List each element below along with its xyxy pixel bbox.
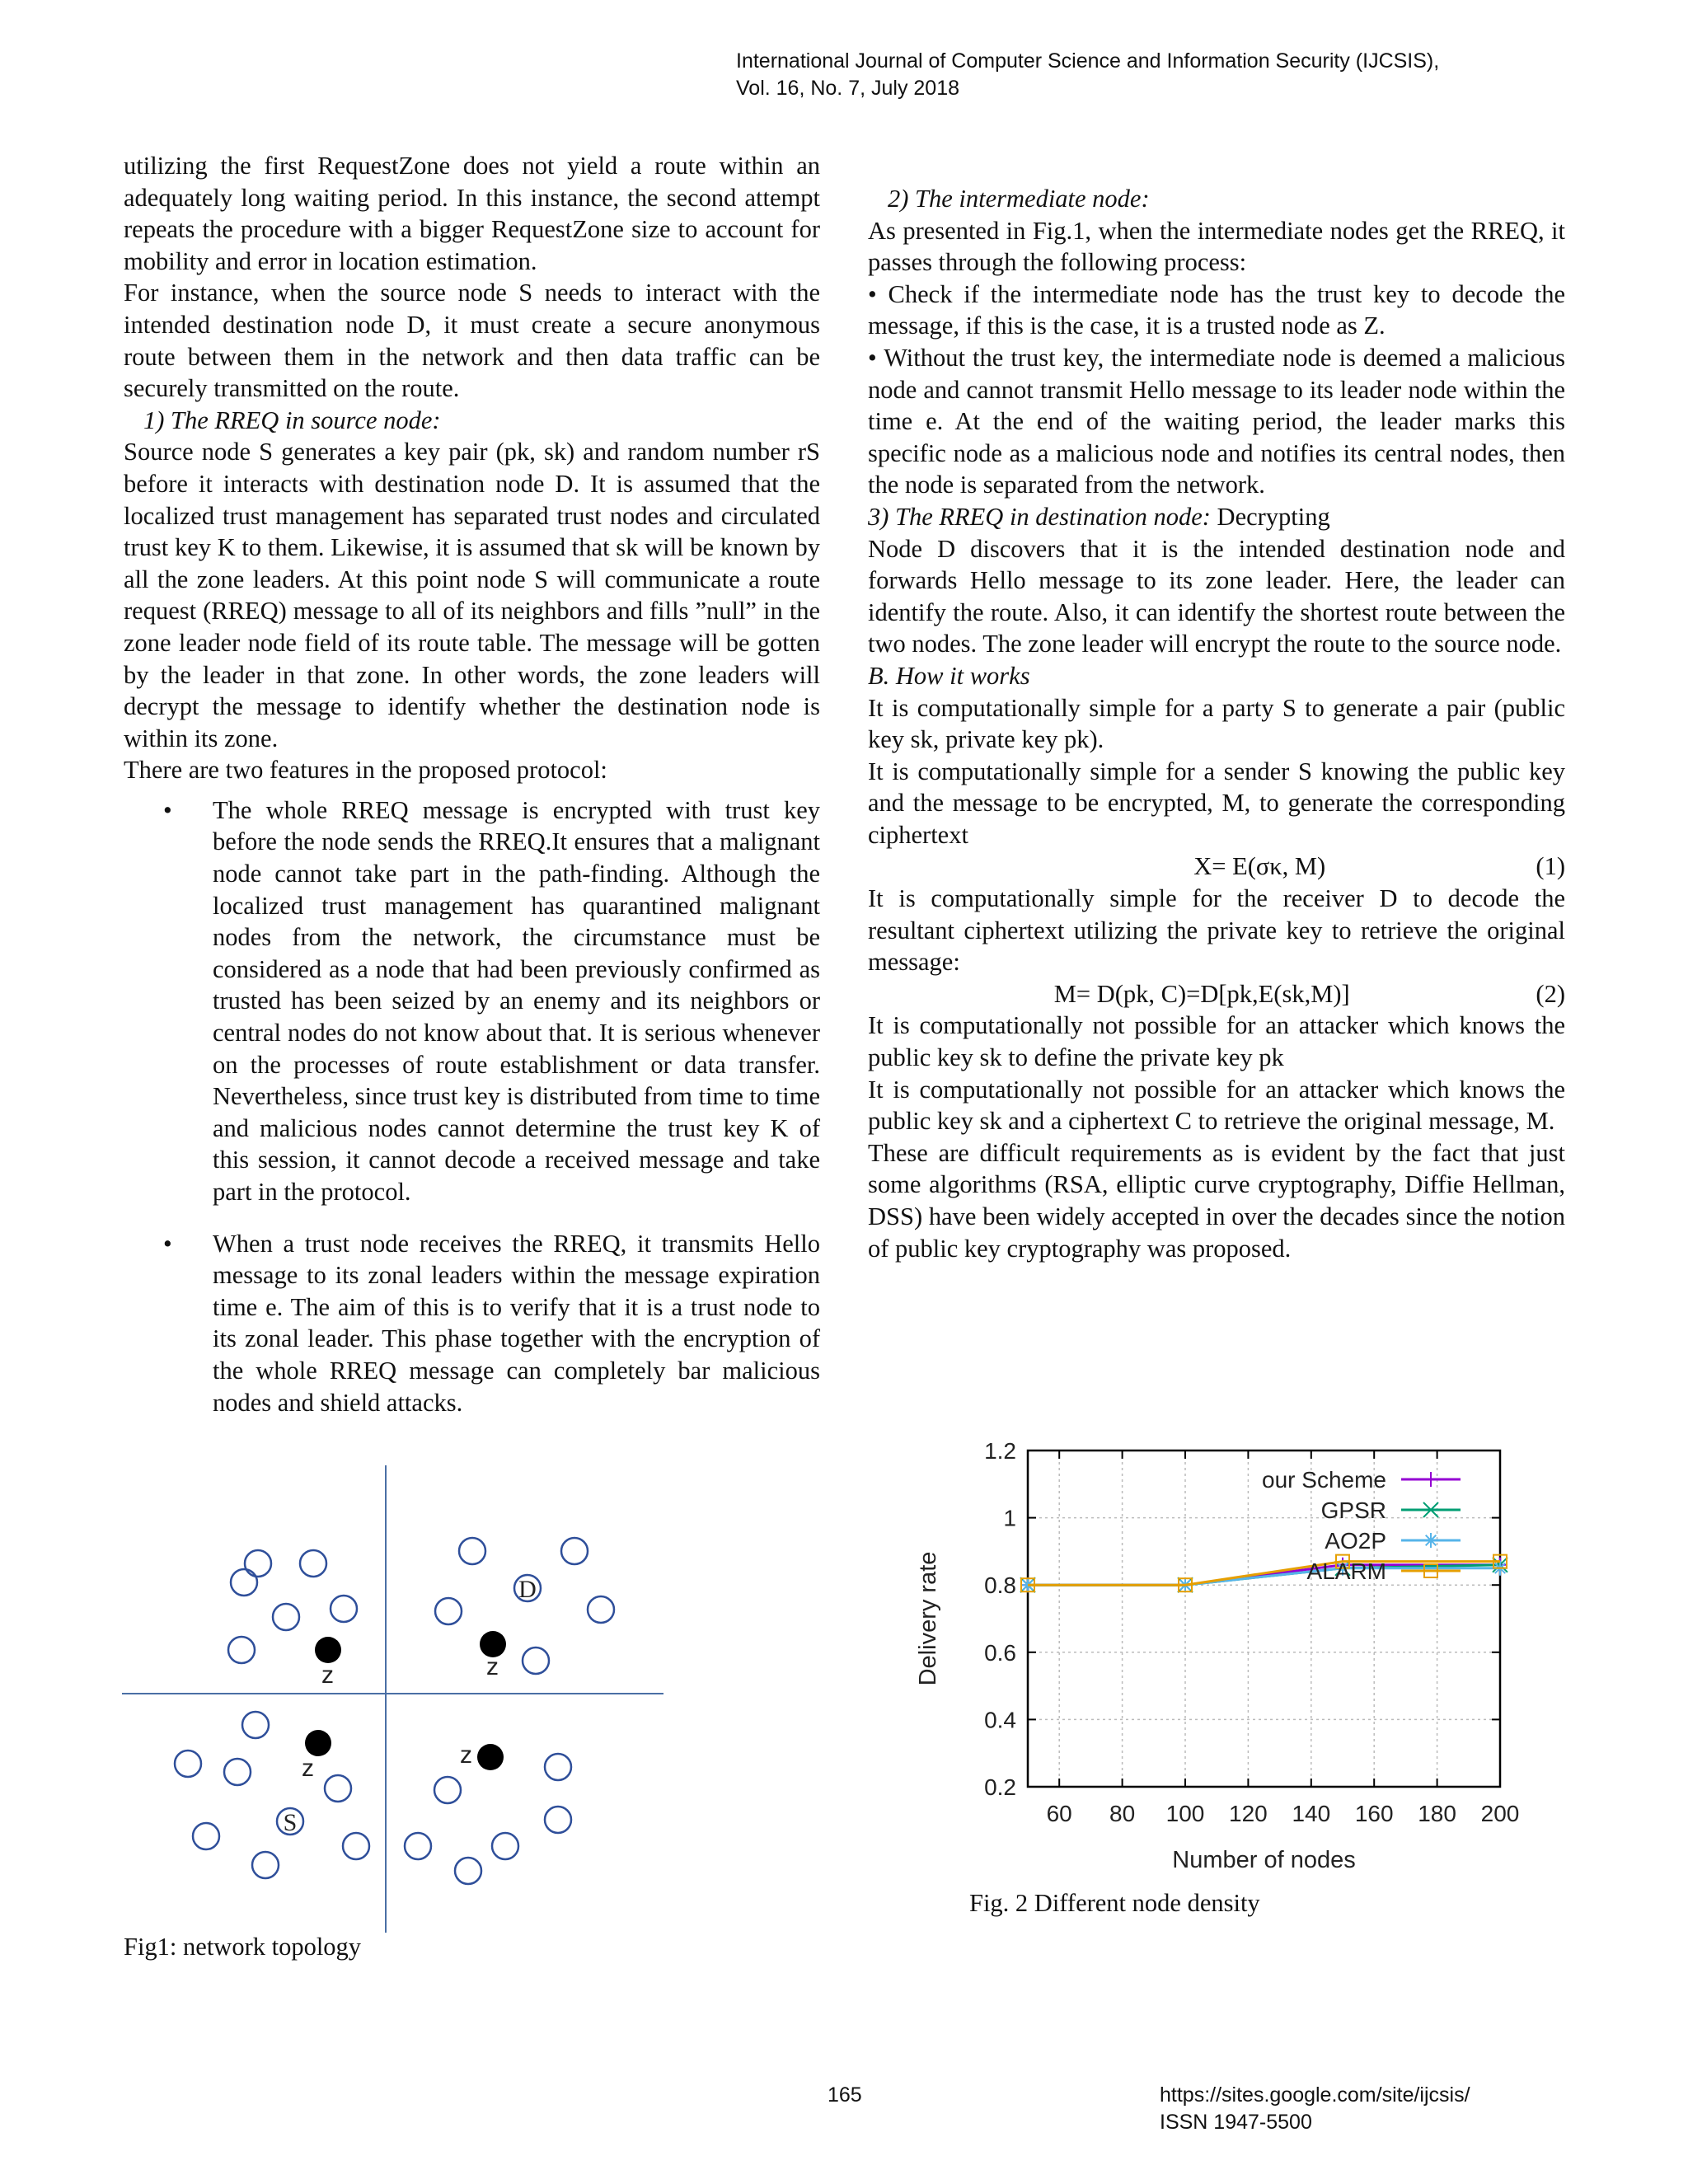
node-circle	[193, 1823, 219, 1849]
node-circle	[242, 1712, 269, 1738]
node-circle	[273, 1604, 299, 1630]
node-circle	[252, 1852, 279, 1878]
paragraph: It is computationally simple for a sender S knowing the public key and the message to be encrypted, M, to generate the corresponding ciphertext	[868, 757, 1565, 849]
list-item	[124, 794, 820, 1208]
leader-node	[305, 1730, 331, 1756]
node-circle	[434, 1777, 461, 1803]
node-circle	[523, 1647, 549, 1674]
journal-header	[736, 48, 1439, 102]
leader-nodes	[305, 1631, 506, 1770]
paragraph: It is computationally simple for a party S to generate a pair (public key sk, private key pk).	[868, 693, 1565, 754]
equation-number: (2)	[1536, 979, 1565, 1008]
x-tick-label: 180	[1418, 1801, 1456, 1826]
node-circle	[492, 1833, 518, 1859]
node-circle	[231, 1569, 257, 1596]
subsection-heading: 1) The RREQ in source node:	[143, 405, 441, 434]
legend-label: ALARM	[1306, 1558, 1386, 1584]
subsection-title: 3) The RREQ in destination node:	[868, 502, 1211, 531]
paragraph: Node D discovers that it is the intended destination node and forwards Hello message to its zone leader. Here, the leader can identify the route. Also, it can identify the shortest route between the two nodes. The zone leader will encrypt the route to the source node.	[868, 534, 1565, 658]
y-tick-label: 0.8	[984, 1572, 1016, 1599]
node-group	[175, 1538, 614, 1884]
equation-1	[868, 851, 1565, 883]
x-tick-label: 120	[1229, 1801, 1268, 1826]
right-column	[868, 183, 1565, 1264]
y-tick-label: 1.2	[984, 1438, 1016, 1464]
x-tick-label: 200	[1480, 1801, 1520, 1826]
node-circle	[343, 1833, 369, 1859]
leader-label: z	[460, 1741, 472, 1769]
node-circle	[545, 1754, 571, 1780]
legend-label: GPSR	[1320, 1497, 1386, 1523]
paragraph: As presented in Fig.1, when the intermediate nodes get the RREQ, it passes through the following process:	[868, 216, 1565, 277]
y-tick-label: 0.4	[984, 1707, 1016, 1733]
feature-list	[124, 794, 820, 1418]
equation-2	[868, 978, 1565, 1010]
y-axis-title: Delivery rate	[915, 1551, 941, 1686]
node-circle	[561, 1538, 588, 1564]
x-tick-label: 100	[1165, 1801, 1205, 1826]
node-circle	[455, 1858, 481, 1884]
figure-1-caption: Fig1: network topology	[124, 1933, 362, 1961]
paragraph: For instance, when the source node S needs to interact with the intended destination node D, it must create a secure anonymous route between them in the network and then data traffic can be securely transmitted on the route.	[124, 279, 820, 403]
legend-label: AO2P	[1325, 1528, 1386, 1554]
left-column	[124, 150, 820, 1438]
y-tick-label: 0.2	[984, 1774, 1016, 1800]
data-point	[1423, 1533, 1438, 1548]
equation-body: M= D(pk, C)=D[pk,E(sk,M)]	[1053, 979, 1350, 1008]
paragraph: Source node S generates a key pair (pk, sk) and random number rS before it interacts with destination node D. It is assumed that the localized trust management has separated trust nodes and circulated trust key K to them. Likewise, it is assumed that sk will be known by all the zone leaders. At this point node S will communicate a route request (RREQ) message to all of its neighbors and fills ”null” in the zone leader node field of its route table. The message will be gotten by the leader in that zone. In other words, the zone leaders will decrypt the message to identify whether the destination node is within its zone.	[124, 438, 820, 752]
figure-2-caption: Fig. 2 Different node density	[969, 1889, 1260, 1917]
section-heading: B. How it works	[868, 661, 1030, 690]
x-tick-label: 80	[1109, 1801, 1136, 1826]
page-number: 165	[828, 2083, 862, 2107]
node-circle	[300, 1550, 326, 1577]
paragraph: It is computationally not possible for an attacker which knows the public key sk and a ciphertext C to retrieve the original message, M.	[868, 1075, 1565, 1136]
leader-label: z	[321, 1661, 334, 1689]
x-axis-title: Number of nodes	[1172, 1847, 1356, 1873]
source-label: S	[283, 1809, 298, 1836]
node-circle	[435, 1598, 462, 1624]
list-item-text: The whole RREQ message is encrypted with trust key before the node sends the RREQ.It ensures that a malignant node cannot take part in the path-finding. Although the localized trust management has quarantined malignant nodes from the network, the circumstance must be considered as a node that had been previously confirmed as trusted has been seized by an enemy and its neighbors or central nodes do not know about that. It is serious whenever on the processes of route establishment or data transfer. Nevertheless, since trust key is distributed from time to time and malicious nodes cannot determine the trust key K of this session, it cannot decode a received message and take part in the protocol.	[213, 795, 820, 1206]
issn: ISSN 1947-5500	[1160, 2111, 1312, 2134]
leader-node	[315, 1637, 341, 1663]
leader-label: z	[486, 1653, 499, 1680]
y-tick-label: 0.6	[984, 1639, 1016, 1666]
journal-url[interactable]: https://sites.google.com/site/ijcsis/	[1160, 2083, 1470, 2107]
node-circle	[545, 1807, 571, 1833]
node-circle	[224, 1759, 251, 1785]
paragraph: utilizing the first RequestZone does not yield a route within an adequately long waiting period. In this instance, the second attempt repeats the procedure with a bigger RequestZone size to account for mobility and error in location estimation.	[124, 152, 820, 275]
node-circle	[459, 1538, 485, 1564]
node-circle	[175, 1750, 201, 1777]
node-circle	[325, 1775, 351, 1802]
bullet-icon: •	[163, 1229, 172, 1258]
paragraph: It is computationally not possible for an attacker which knows the public key sk to define the private key pk	[868, 1011, 1565, 1072]
leader-labels	[302, 1653, 499, 1782]
legend-label: our Scheme	[1262, 1467, 1386, 1493]
x-tick-label: 160	[1354, 1801, 1394, 1826]
node-circle	[228, 1637, 255, 1663]
paragraph: There are two features in the proposed protocol:	[124, 756, 607, 785]
subsection-heading: 2) The intermediate node:	[888, 185, 1150, 213]
paragraph: It is computationally simple for the receiver D to decode the resultant ciphertext utilizing the private key to retrieve the original message:	[868, 884, 1565, 977]
subsection-title-tail: Decrypting	[1210, 502, 1330, 531]
equation-body: X= E(σκ, M)	[1193, 852, 1326, 881]
paragraph: • Without the trust key, the intermediate node is deemed a malicious node and cannot transmit Hello message to its leader node within the time e. At the end of the waiting period, the leader marks this specific node as a malicious node and notifies its central nodes, then the node is separated from the network.	[868, 343, 1565, 499]
paragraph: • Check if the intermediate node has the trust key to decode the message, if this is the case, it is a trusted node as Z.	[868, 279, 1565, 340]
node-circle	[331, 1596, 357, 1622]
data-point	[1423, 1472, 1438, 1487]
journal-volume: Vol. 16, No. 7, July 2018	[736, 77, 960, 100]
x-tick-label: 60	[1046, 1801, 1072, 1826]
node-circle	[405, 1833, 431, 1859]
x-tick-label: 140	[1292, 1801, 1331, 1826]
journal-title: International Journal of Computer Science and Information Security (IJCSIS),	[736, 49, 1440, 73]
node-circle	[245, 1550, 271, 1577]
node-circle	[588, 1596, 614, 1623]
network-topology-figure	[115, 1459, 676, 1937]
paragraph: These are difficult requirements as is evident by the fact that just some algorithms (RSA, elliptic curve cryptography, Diffie Hellman, DSS) have been widely accepted in over the decades since the notion of public key cryptography was proposed.	[868, 1138, 1565, 1263]
list-item-text: When a trust node receives the RREQ, it transmits Hello message to its zonal leaders within the message expiration time e. The aim of this is to verify that it is a trust node to its zonal leader. This phase together with the encryption of the whole RREQ message can completely bar malicious nodes and shield attacks.	[213, 1229, 820, 1417]
list-item	[124, 1228, 820, 1419]
footer-url	[1160, 2082, 1470, 2136]
y-tick-label: 1	[1003, 1505, 1016, 1531]
plot-frame	[1028, 1451, 1500, 1787]
destination-label: D	[518, 1576, 537, 1603]
delivery-rate-chart	[857, 1430, 1541, 1883]
equation-number: (1)	[1536, 852, 1565, 881]
leader-node	[477, 1744, 504, 1770]
leader-label: z	[302, 1755, 314, 1782]
subsection-heading	[868, 501, 1565, 533]
bullet-icon: •	[163, 795, 172, 824]
